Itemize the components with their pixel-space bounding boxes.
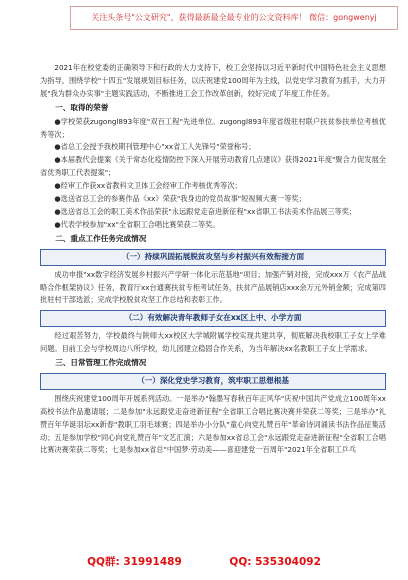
honor-item: ●本届教代会提案《关于常态化疫情防控下深入开展劳动教育几点建议》获得2021年度"聚合力促发展全省优秀职工代表提案"； xyxy=(40,155,386,178)
honor-item: ●学校荣获zugongl893年度"双百工程"先进单位。zugongl893年度省级驻村联户扶贫参扶单位考核优秀等次； xyxy=(40,116,386,139)
document-body xyxy=(40,62,386,457)
subsection-heading-party-history: （一）深化党史学习教育，筑牢职工思想根基 xyxy=(40,373,386,390)
intro-paragraph: 2021年在校党委的正确领导下和行政的大力支持下，校工会坚持以习近平新时代中国特色社会主义思想为指导，围绕学校"十四五"发展规划目标任务，以庆祝建党100周年为主线，以党史学习教育为抓手，大力开展"我为群众办实事"主题实践活动，不断推进工会工作改革创新，较好完成了年度工作任务。 xyxy=(40,63,386,98)
honor-item: ●选送省总工会的职工美术作品荣获"永远跟党走奋进新征程"xx省职工书法美术作品展三等奖； xyxy=(54,206,357,216)
subsection-heading-poverty: （一）持续巩固拓展脱贫攻坚与乡村振兴有效衔接方面 xyxy=(40,249,386,266)
subsection-heading-schooling: （二）有效解决青年教师子女在xx区上中、小学方面 xyxy=(40,310,386,327)
party-history-paragraph: 围绕庆祝建党100周年开展系列活动。一是举办"翰墨写春秋百年正风华"庆祝中国共产党成立100周年xx高校书法作品邀请展；二是参加"永远跟党走奋进新征程"全省职工合唱比赛决赛并荣获二等奖；三是举办"礼赞百年华诞羽坛xx新春"教职工羽毛球赛；四是举办小分队"童心向党礼赞百年"革命诗词诵读书法作品征集活动；五是参加学校"同心向党礼赞百年"文艺汇演；六是参加xx省总工会"永远跟党走奋进新征程"全省职工合唱比赛决赛荣获二等奖；七是参加xx省总"中国梦·劳动美——喜迎建党一百周年"2021年全省职工乒乓 xyxy=(40,393,386,455)
section-heading-daily-management: 三、日常管理工作完成情况 xyxy=(55,358,147,368)
section-heading-key-tasks: 二、重点工作任务完成情况 xyxy=(55,233,147,243)
footer-qq-group: QQ群: 31991489 xyxy=(87,556,182,568)
honor-item: ●代表学校参加"xx"全省职工合唱比赛荣获二等奖。 xyxy=(54,219,220,229)
honor-item: ●经审工作获xx省教科文卫体工会经审工作考核优秀等次； xyxy=(54,181,242,191)
section-heading-honors: 一、取得的荣誉 xyxy=(55,102,109,112)
footer-contact xyxy=(0,554,408,569)
schooling-paragraph: 经过艰苦努力，学校最终与陕师大xx校区大学城附属学校实现共建共享，彻底解决我校职工子女上学难问题。目前工会与学校周边八所学校，幼儿园建立稳固合作关系，为当年解决xx名教职工子女上学需求。 xyxy=(40,331,386,354)
header-banner: 关注头条号"公文研究"，获得最新最全最专业的公文资料库！ 微信：gongwenyj xyxy=(70,6,398,30)
poverty-paragraph: 成功申报"xx数字经济发展乡村振兴产学研一体化示范基地"项目；加强产销对接，完成xxx万《农产品战略合作框架协议》任务，教育厅xx台通赛扶贫专柜考试任务，扶贫产品展销店xxx余万元外销金额；完成第四批驻村干部选派；完成学校脱贫攻坚工作总结和表彰工作。 xyxy=(40,269,386,305)
honor-item: ●省总工会授予我校期刊管理中心"xx省工人先锋号"荣誉称号； xyxy=(54,142,256,152)
honor-item: ●选送省总工会的参赛作品《xx》荣获"我身边的党员故事"短视频大赛一等奖； xyxy=(54,194,306,204)
footer-qq-number: QQ: 535304092 xyxy=(229,556,321,568)
